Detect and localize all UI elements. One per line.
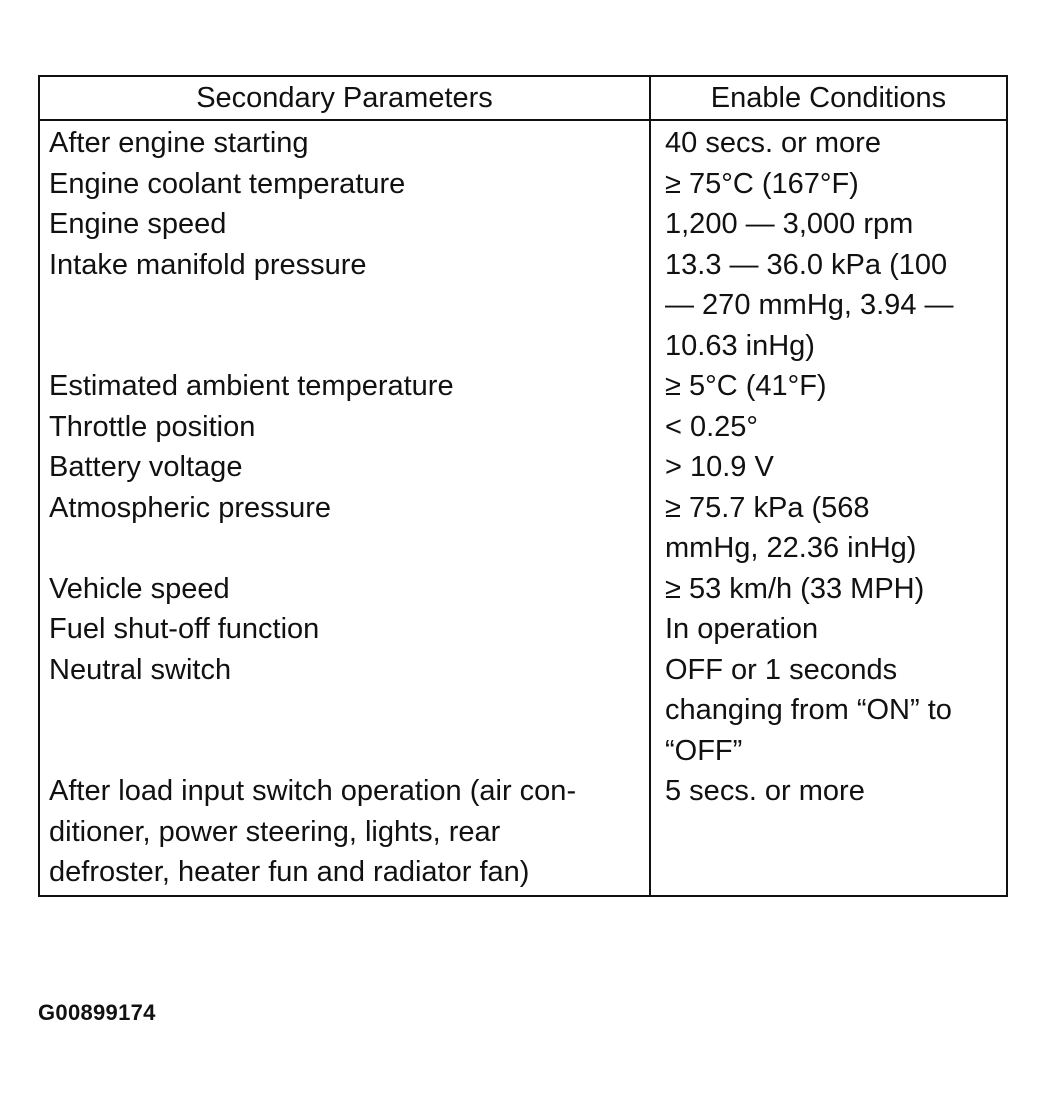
figure-id: G00899174 [38, 1000, 156, 1025]
table-row [39, 771, 1007, 896]
condition-cell [650, 164, 1007, 205]
parameter-cell [39, 488, 650, 569]
condition-cell [650, 366, 1007, 407]
condition-text: 40 secs. or more [665, 127, 881, 159]
parameter-cell [39, 609, 650, 650]
condition-text: ≥ 53 km/h (33 MPH) [665, 572, 925, 605]
table-row [39, 120, 1007, 164]
parameter-text: Atmospheric pressure [49, 491, 332, 524]
table-row [39, 569, 1007, 610]
condition-cell [650, 609, 1007, 650]
parameter-text: Fuel shut-off function [49, 613, 320, 645]
table-row [39, 447, 1007, 488]
table-row [39, 204, 1007, 245]
table-row [39, 650, 1007, 772]
table-header-row [39, 76, 1007, 120]
condition-text: 5 secs. or more [665, 775, 865, 807]
condition-cell [650, 488, 1007, 569]
table-row [39, 609, 1007, 650]
parameter-text: Battery voltage [49, 451, 243, 483]
condition-cell [650, 245, 1007, 367]
table-row [39, 164, 1007, 205]
parameter-text: After engine starting [49, 127, 309, 159]
parameter-cell [39, 447, 650, 488]
condition-text: ≥ 75.7 kPa (568 mmHg, 22.36 inHg) [665, 491, 917, 564]
condition-cell [650, 120, 1007, 164]
parameter-text: Estimated ambient temperature [49, 370, 454, 402]
condition-text: 1,200 — 3,000 rpm [665, 208, 914, 240]
parameter-cell [39, 407, 650, 448]
table-row [39, 488, 1007, 569]
condition-cell [650, 407, 1007, 448]
table-row [39, 407, 1007, 448]
parameter-cell [39, 650, 650, 772]
parameter-text: Engine speed [49, 208, 227, 240]
parameter-text: Throttle position [49, 410, 256, 443]
condition-text: ≥ 75°C (167°F) [665, 167, 859, 200]
condition-text: 13.3 — 36.0 kPa (100 — 270 mmHg, 3.94 — 10.63 inHg) [665, 248, 954, 362]
condition-text: < 0.25° [665, 410, 759, 443]
condition-cell [650, 650, 1007, 772]
parameter-text: Vehicle speed [49, 572, 230, 605]
parameter-text: Intake manifold pressure [49, 248, 367, 281]
table-row [39, 366, 1007, 407]
parameter-cell [39, 569, 650, 610]
condition-cell [650, 771, 1007, 896]
parameter-cell [39, 164, 650, 205]
condition-text: In operation [665, 613, 819, 645]
condition-text: ≥ 5°C (41°F) [665, 370, 827, 402]
parameter-cell [39, 771, 650, 896]
parameter-text: After load input switch operation (air con- ditioner, power steering, lights, rear defroster, heater fun and radiator fan) [49, 775, 577, 888]
parameter-text: Neutral switch [49, 653, 232, 686]
condition-text: OFF or 1 seconds changing from “ON” to “OFF” [665, 653, 952, 767]
condition-text: > 10.9 V [665, 451, 774, 483]
condition-cell [650, 569, 1007, 610]
parameter-cell [39, 366, 650, 407]
table-row [39, 245, 1007, 367]
parameter-cell [39, 204, 650, 245]
parameter-cell [39, 245, 650, 367]
header-secondary-parameters: Secondary Parameters [39, 76, 650, 120]
condition-cell [650, 447, 1007, 488]
header-enable-conditions: Enable Conditions [650, 76, 1007, 120]
parameter-cell [39, 120, 650, 164]
parameter-text: Engine coolant temperature [49, 167, 406, 200]
enable-conditions-table [38, 75, 1008, 897]
condition-cell [650, 204, 1007, 245]
